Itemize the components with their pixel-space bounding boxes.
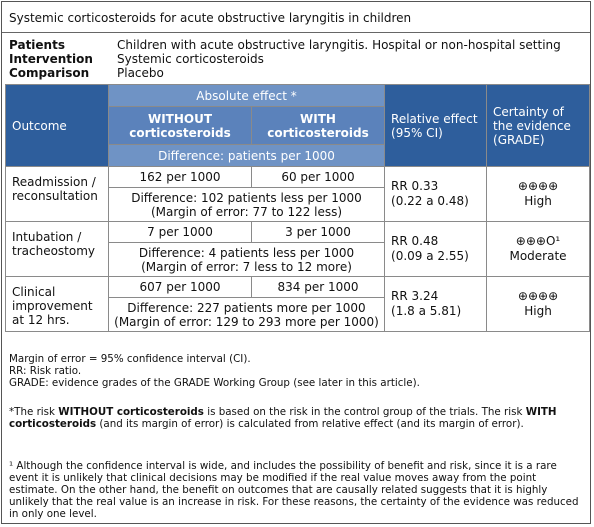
- relative-effect-cell: [385, 222, 487, 277]
- with-header: WITH corticosteroids: [252, 107, 385, 145]
- rr-note: RR: Risk ratio.: [9, 365, 82, 377]
- summary-of-findings-table: [5, 84, 590, 332]
- without-value: 162 per 1000: [109, 167, 252, 188]
- with-value: 3 per 1000: [252, 222, 385, 243]
- pico-patients: [9, 38, 561, 52]
- grade-label: High: [524, 304, 552, 318]
- risk-note-without: WITHOUT corticosteroids: [58, 406, 204, 418]
- difference-text: Difference: 4 patients less per 1000: [138, 245, 355, 260]
- certainty-cell: [487, 167, 590, 222]
- with-value: 834 per 1000: [252, 277, 385, 298]
- outcome-cell: Readmission / reconsultation: [6, 167, 109, 222]
- ci-value: (1.8 a 5.81): [391, 304, 462, 318]
- evidence-summary-card: [1, 1, 591, 524]
- risk-note-text: is based on the risk in the control group of the trials. The risk: [203, 406, 526, 418]
- title-divider: [2, 32, 590, 33]
- outcome-header: Outcome: [6, 85, 109, 167]
- abbreviations-note: [9, 353, 585, 389]
- footnote: ¹ Although the confidence interval is wide, and includes the possibility of benefit and risk, since it is a rare event it is unlikely that clinical decisions may be modified if the real value moves away from the point estimate. On the other hand, the benefit on outcomes that are causally related suggests that it is highly unlikely that the real value is an increase in risk. For these reasons, the certainty of the evidence was reduced in only one level.: [9, 460, 579, 520]
- rr-value: RR 3.24: [391, 289, 439, 303]
- relative-effect-header: Relative effect (95% CI): [385, 85, 487, 167]
- grade-symbols: ⊕⊕⊕⊕: [517, 289, 559, 303]
- pico-value: Placebo: [117, 66, 164, 80]
- pico-value: Systemic corticosteroids: [117, 52, 264, 66]
- certainty-cell: [487, 277, 590, 332]
- risk-note-text: *The risk: [9, 406, 59, 418]
- risk-note: [9, 406, 585, 430]
- pico-value: Children with acute obstructive laryngitis. Hospital or non-hospital setting: [117, 38, 561, 52]
- difference-text: Difference: 227 patients more per 1000: [127, 300, 366, 315]
- grade-symbols: ⊕⊕⊕O¹: [515, 234, 561, 248]
- absolute-effect-header: Absolute effect *: [109, 85, 385, 107]
- pico-label: Intervention: [9, 52, 93, 66]
- table-row: [6, 167, 590, 188]
- without-value: 7 per 1000: [109, 222, 252, 243]
- pico-label: Patients: [9, 38, 65, 52]
- risk-note-text: (and its margin of error) is calculated from relative effect (and its margin of error).: [96, 418, 524, 430]
- relative-effect-cell: [385, 277, 487, 332]
- rr-value: RR 0.48: [391, 234, 439, 248]
- difference-cell: [109, 243, 385, 277]
- rr-value: RR 0.33: [391, 179, 439, 193]
- outcome-cell: Clinical improvement at 12 hrs.: [6, 277, 109, 332]
- pico-comparison: [9, 66, 561, 80]
- relative-effect-cell: [385, 167, 487, 222]
- outcome-cell: Intubation / tracheostomy: [6, 222, 109, 277]
- without-header: WITHOUT corticosteroids: [109, 107, 252, 145]
- difference-cell: [109, 188, 385, 222]
- grade-note: GRADE: evidence grades of the GRADE Working Group (see later in this article).: [9, 377, 420, 389]
- margin-text: (Margin of error: 129 to 293 more per 1000): [114, 314, 379, 329]
- grade-label: High: [524, 194, 552, 208]
- certainty-header: Certainty of the evidence (GRADE): [487, 85, 590, 167]
- ci-value: (0.22 a 0.48): [391, 194, 469, 208]
- margin-text: (Margin of error: 7 less to 12 more): [141, 259, 352, 274]
- pico-intervention: [9, 52, 561, 66]
- table-row: [6, 222, 590, 243]
- pico-label: Comparison: [9, 66, 90, 80]
- pico-block: [9, 38, 561, 80]
- difference-header: Difference: patients per 1000: [109, 145, 385, 167]
- certainty-cell: [487, 222, 590, 277]
- margin-note: Margin of error = 95% confidence interval (CI).: [9, 353, 251, 365]
- with-value: 60 per 1000: [252, 167, 385, 188]
- margin-text: (Margin of error: 77 to 122 less): [150, 204, 343, 219]
- card-title: Systemic corticosteroids for acute obstructive laryngitis in children: [9, 11, 412, 25]
- difference-text: Difference: 102 patients less per 1000: [131, 190, 362, 205]
- difference-cell: [109, 298, 385, 332]
- table-row: [6, 277, 590, 298]
- ci-value: (0.09 a 2.55): [391, 249, 469, 263]
- grade-symbols: ⊕⊕⊕⊕: [517, 179, 559, 193]
- without-value: 607 per 1000: [109, 277, 252, 298]
- risk-note-with: WITH corticosteroids: [9, 406, 557, 430]
- grade-label: Moderate: [509, 249, 567, 263]
